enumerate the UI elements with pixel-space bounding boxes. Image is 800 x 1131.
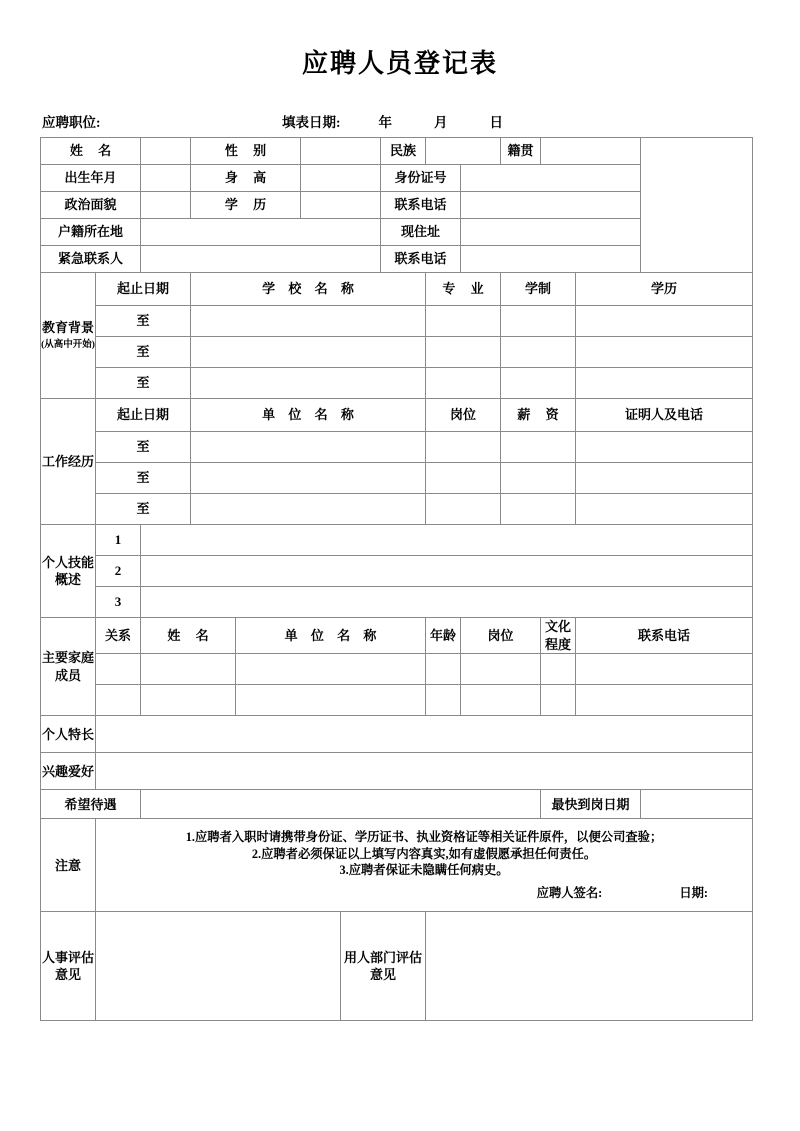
work-row-1-salary[interactable] xyxy=(501,432,576,463)
edu-row-1-system[interactable] xyxy=(501,306,576,337)
work-row-2-company[interactable] xyxy=(191,463,426,494)
family-header-position: 岗位 xyxy=(461,618,541,654)
table-row xyxy=(41,618,753,654)
signature-label[interactable]: 应聘人签名: xyxy=(536,885,603,900)
edu-row-2-school[interactable] xyxy=(191,337,426,368)
family-row-1-company[interactable] xyxy=(236,654,426,685)
skill-number-1: 1 xyxy=(96,525,141,556)
field-input-current-address[interactable] xyxy=(461,219,641,246)
field-input-earliest-start-date[interactable] xyxy=(641,790,753,819)
table-row xyxy=(41,463,753,494)
specialty-input[interactable] xyxy=(96,716,753,753)
department-evaluation-input[interactable] xyxy=(426,912,753,1021)
work-row-1-reference[interactable] xyxy=(576,432,753,463)
hobby-input[interactable] xyxy=(96,753,753,790)
field-input-native-place[interactable] xyxy=(541,138,641,165)
field-label-emergency-contact: 紧急联系人 xyxy=(41,246,141,273)
signature-date-label[interactable]: 日期: xyxy=(679,885,709,900)
field-input-ethnicity[interactable] xyxy=(426,138,501,165)
work-row-2-date[interactable]: 至 xyxy=(96,463,191,494)
work-row-1-position[interactable] xyxy=(426,432,501,463)
family-header-company: 单 位 名 称 xyxy=(236,618,426,654)
registration-form-table xyxy=(40,137,753,1021)
edu-header-degree: 学历 xyxy=(576,273,753,306)
signature-row xyxy=(96,885,752,902)
edu-row-3-school[interactable] xyxy=(191,368,426,399)
family-row-1-name[interactable] xyxy=(141,654,236,685)
field-input-education-level[interactable] xyxy=(301,192,381,219)
section-label-specialty: 个人特长 xyxy=(41,716,96,753)
notice-item-3: 3.应聘者保证未隐瞒任何病史。 xyxy=(339,863,509,878)
work-header-position: 岗位 xyxy=(426,399,501,432)
table-row xyxy=(41,556,753,587)
edu-row-2-degree[interactable] xyxy=(576,337,753,368)
skill-input-2[interactable] xyxy=(141,556,753,587)
table-row xyxy=(41,819,753,912)
section-label-education-text: 教育背景 xyxy=(41,319,94,335)
family-row-2-education[interactable] xyxy=(541,685,576,716)
edu-row-2-major[interactable] xyxy=(426,337,501,368)
section-label-hobby: 兴趣爱好 xyxy=(41,753,96,790)
skill-number-2: 2 xyxy=(96,556,141,587)
section-label-department-evaluation: 用人部门评估意见 xyxy=(341,912,426,1021)
skill-input-3[interactable] xyxy=(141,587,753,618)
section-label-education-note: (从高中开始) xyxy=(41,340,95,351)
work-header-salary: 薪 资 xyxy=(501,399,576,432)
edu-row-3-degree[interactable] xyxy=(576,368,753,399)
table-row xyxy=(41,273,753,306)
work-row-1-date[interactable]: 至 xyxy=(96,432,191,463)
work-row-3-position[interactable] xyxy=(426,494,501,525)
family-row-1-relation[interactable] xyxy=(96,654,141,685)
field-input-gender[interactable] xyxy=(301,138,381,165)
work-row-2-position[interactable] xyxy=(426,463,501,494)
field-label-emergency-phone: 联系电话 xyxy=(381,246,461,273)
field-label-ethnicity: 民族 xyxy=(381,138,426,165)
table-row xyxy=(41,494,753,525)
family-header-age: 年龄 xyxy=(426,618,461,654)
work-row-3-reference[interactable] xyxy=(576,494,753,525)
family-row-1-education[interactable] xyxy=(541,654,576,685)
work-row-1-company[interactable] xyxy=(191,432,426,463)
field-label-earliest-start-date: 最快到岗日期 xyxy=(541,790,641,819)
family-row-2-phone[interactable] xyxy=(576,685,753,716)
family-row-1-phone[interactable] xyxy=(576,654,753,685)
section-label-skills: 个人技能概述 xyxy=(41,525,96,618)
field-label-current-address: 现住址 xyxy=(381,219,461,246)
work-row-3-company[interactable] xyxy=(191,494,426,525)
section-label-family: 主要家庭成员 xyxy=(41,618,96,716)
edu-header-major: 专 业 xyxy=(426,273,501,306)
field-label-household-location: 户籍所在地 xyxy=(41,219,141,246)
table-row xyxy=(41,654,753,685)
field-input-expected-salary[interactable] xyxy=(141,790,541,819)
edu-row-3-major[interactable] xyxy=(426,368,501,399)
notice-item-1: 1.应聘者入职时请携带身份证、学历证书、执业资格证等相关证件原件，以便公司查验； xyxy=(185,830,663,845)
edu-row-1-degree[interactable] xyxy=(576,306,753,337)
day-label: 日 xyxy=(489,115,503,131)
edu-row-3-system[interactable] xyxy=(501,368,576,399)
work-row-2-salary[interactable] xyxy=(501,463,576,494)
field-input-political-status[interactable] xyxy=(141,192,191,219)
table-row xyxy=(41,525,753,556)
page-title: 应聘人员登记表 xyxy=(301,49,498,78)
month-label: 月 xyxy=(434,115,448,131)
field-label-id-number: 身份证号 xyxy=(381,165,461,192)
table-row xyxy=(41,337,753,368)
family-header-name: 姓 名 xyxy=(141,618,236,654)
family-header-phone: 联系电话 xyxy=(576,618,753,654)
family-header-education: 文化程度 xyxy=(541,618,576,654)
edu-row-1-date[interactable]: 至 xyxy=(96,306,191,337)
field-label-phone: 联系电话 xyxy=(381,192,461,219)
table-row xyxy=(41,685,753,716)
field-input-name[interactable] xyxy=(141,138,191,165)
table-row xyxy=(41,753,753,790)
family-row-2-company[interactable] xyxy=(236,685,426,716)
meta-row xyxy=(40,113,760,131)
work-header-company: 单 位 名 称 xyxy=(191,399,426,432)
edu-header-school: 学 校 名 称 xyxy=(191,273,426,306)
family-row-2-name[interactable] xyxy=(141,685,236,716)
field-input-household-location[interactable] xyxy=(141,219,381,246)
edu-row-1-major[interactable] xyxy=(426,306,501,337)
table-row xyxy=(41,716,753,753)
field-input-birth-date[interactable] xyxy=(141,165,191,192)
field-label-height: 身 高 xyxy=(191,165,301,192)
field-label-native-place: 籍贯 xyxy=(501,138,541,165)
table-row xyxy=(41,368,753,399)
table-row xyxy=(41,432,753,463)
field-label-name: 姓 名 xyxy=(41,138,141,165)
notice-content xyxy=(96,819,753,912)
family-row-1-age[interactable] xyxy=(426,654,461,685)
table-row xyxy=(41,399,753,432)
field-label-gender: 性 别 xyxy=(191,138,301,165)
table-row xyxy=(41,790,753,819)
family-row-2-relation[interactable] xyxy=(96,685,141,716)
edu-row-2-system[interactable] xyxy=(501,337,576,368)
field-input-emergency-contact[interactable] xyxy=(141,246,381,273)
family-header-relation: 关系 xyxy=(96,618,141,654)
family-row-2-position[interactable] xyxy=(461,685,541,716)
section-label-notice: 注意 xyxy=(41,819,96,912)
field-input-phone[interactable] xyxy=(461,192,641,219)
applied-position-label: 应聘职位: xyxy=(42,115,101,131)
edu-header-system: 学制 xyxy=(501,273,576,306)
work-row-3-salary[interactable] xyxy=(501,494,576,525)
work-row-3-date[interactable]: 至 xyxy=(96,494,191,525)
field-label-birth-date: 出生年月 xyxy=(41,165,141,192)
edu-row-2-date[interactable]: 至 xyxy=(96,337,191,368)
table-row xyxy=(41,912,753,1021)
hr-evaluation-input[interactable] xyxy=(96,912,341,1021)
family-row-1-position[interactable] xyxy=(461,654,541,685)
work-row-2-reference[interactable] xyxy=(576,463,753,494)
section-label-hr-evaluation: 人事评估意见 xyxy=(41,912,96,1021)
fill-date-label: 填表日期: xyxy=(282,115,341,131)
table-row xyxy=(41,587,753,618)
field-input-id-number[interactable] xyxy=(461,165,641,192)
section-label-work: 工作经历 xyxy=(41,399,96,525)
work-header-date: 起止日期 xyxy=(96,399,191,432)
skill-number-3: 3 xyxy=(96,587,141,618)
family-row-2-age[interactable] xyxy=(426,685,461,716)
photo-placeholder-cell[interactable] xyxy=(641,138,753,273)
edu-row-3-date[interactable]: 至 xyxy=(96,368,191,399)
field-label-political-status: 政治面貌 xyxy=(41,192,141,219)
field-input-emergency-phone[interactable] xyxy=(461,246,641,273)
field-input-height[interactable] xyxy=(301,165,381,192)
field-label-expected-salary: 希望待遇 xyxy=(41,790,141,819)
notice-item-2: 2.应聘者必须保证以上填写内容真实,如有虚假愿承担任何责任。 xyxy=(251,846,597,861)
table-row xyxy=(41,306,753,337)
edu-header-date: 起止日期 xyxy=(96,273,191,306)
year-label: 年 xyxy=(378,115,392,131)
edu-row-1-school[interactable] xyxy=(191,306,426,337)
field-label-education-level: 学 历 xyxy=(191,192,301,219)
work-header-reference: 证明人及电话 xyxy=(576,399,753,432)
section-label-education xyxy=(41,273,96,399)
skill-input-1[interactable] xyxy=(141,525,753,556)
table-row xyxy=(41,138,753,165)
